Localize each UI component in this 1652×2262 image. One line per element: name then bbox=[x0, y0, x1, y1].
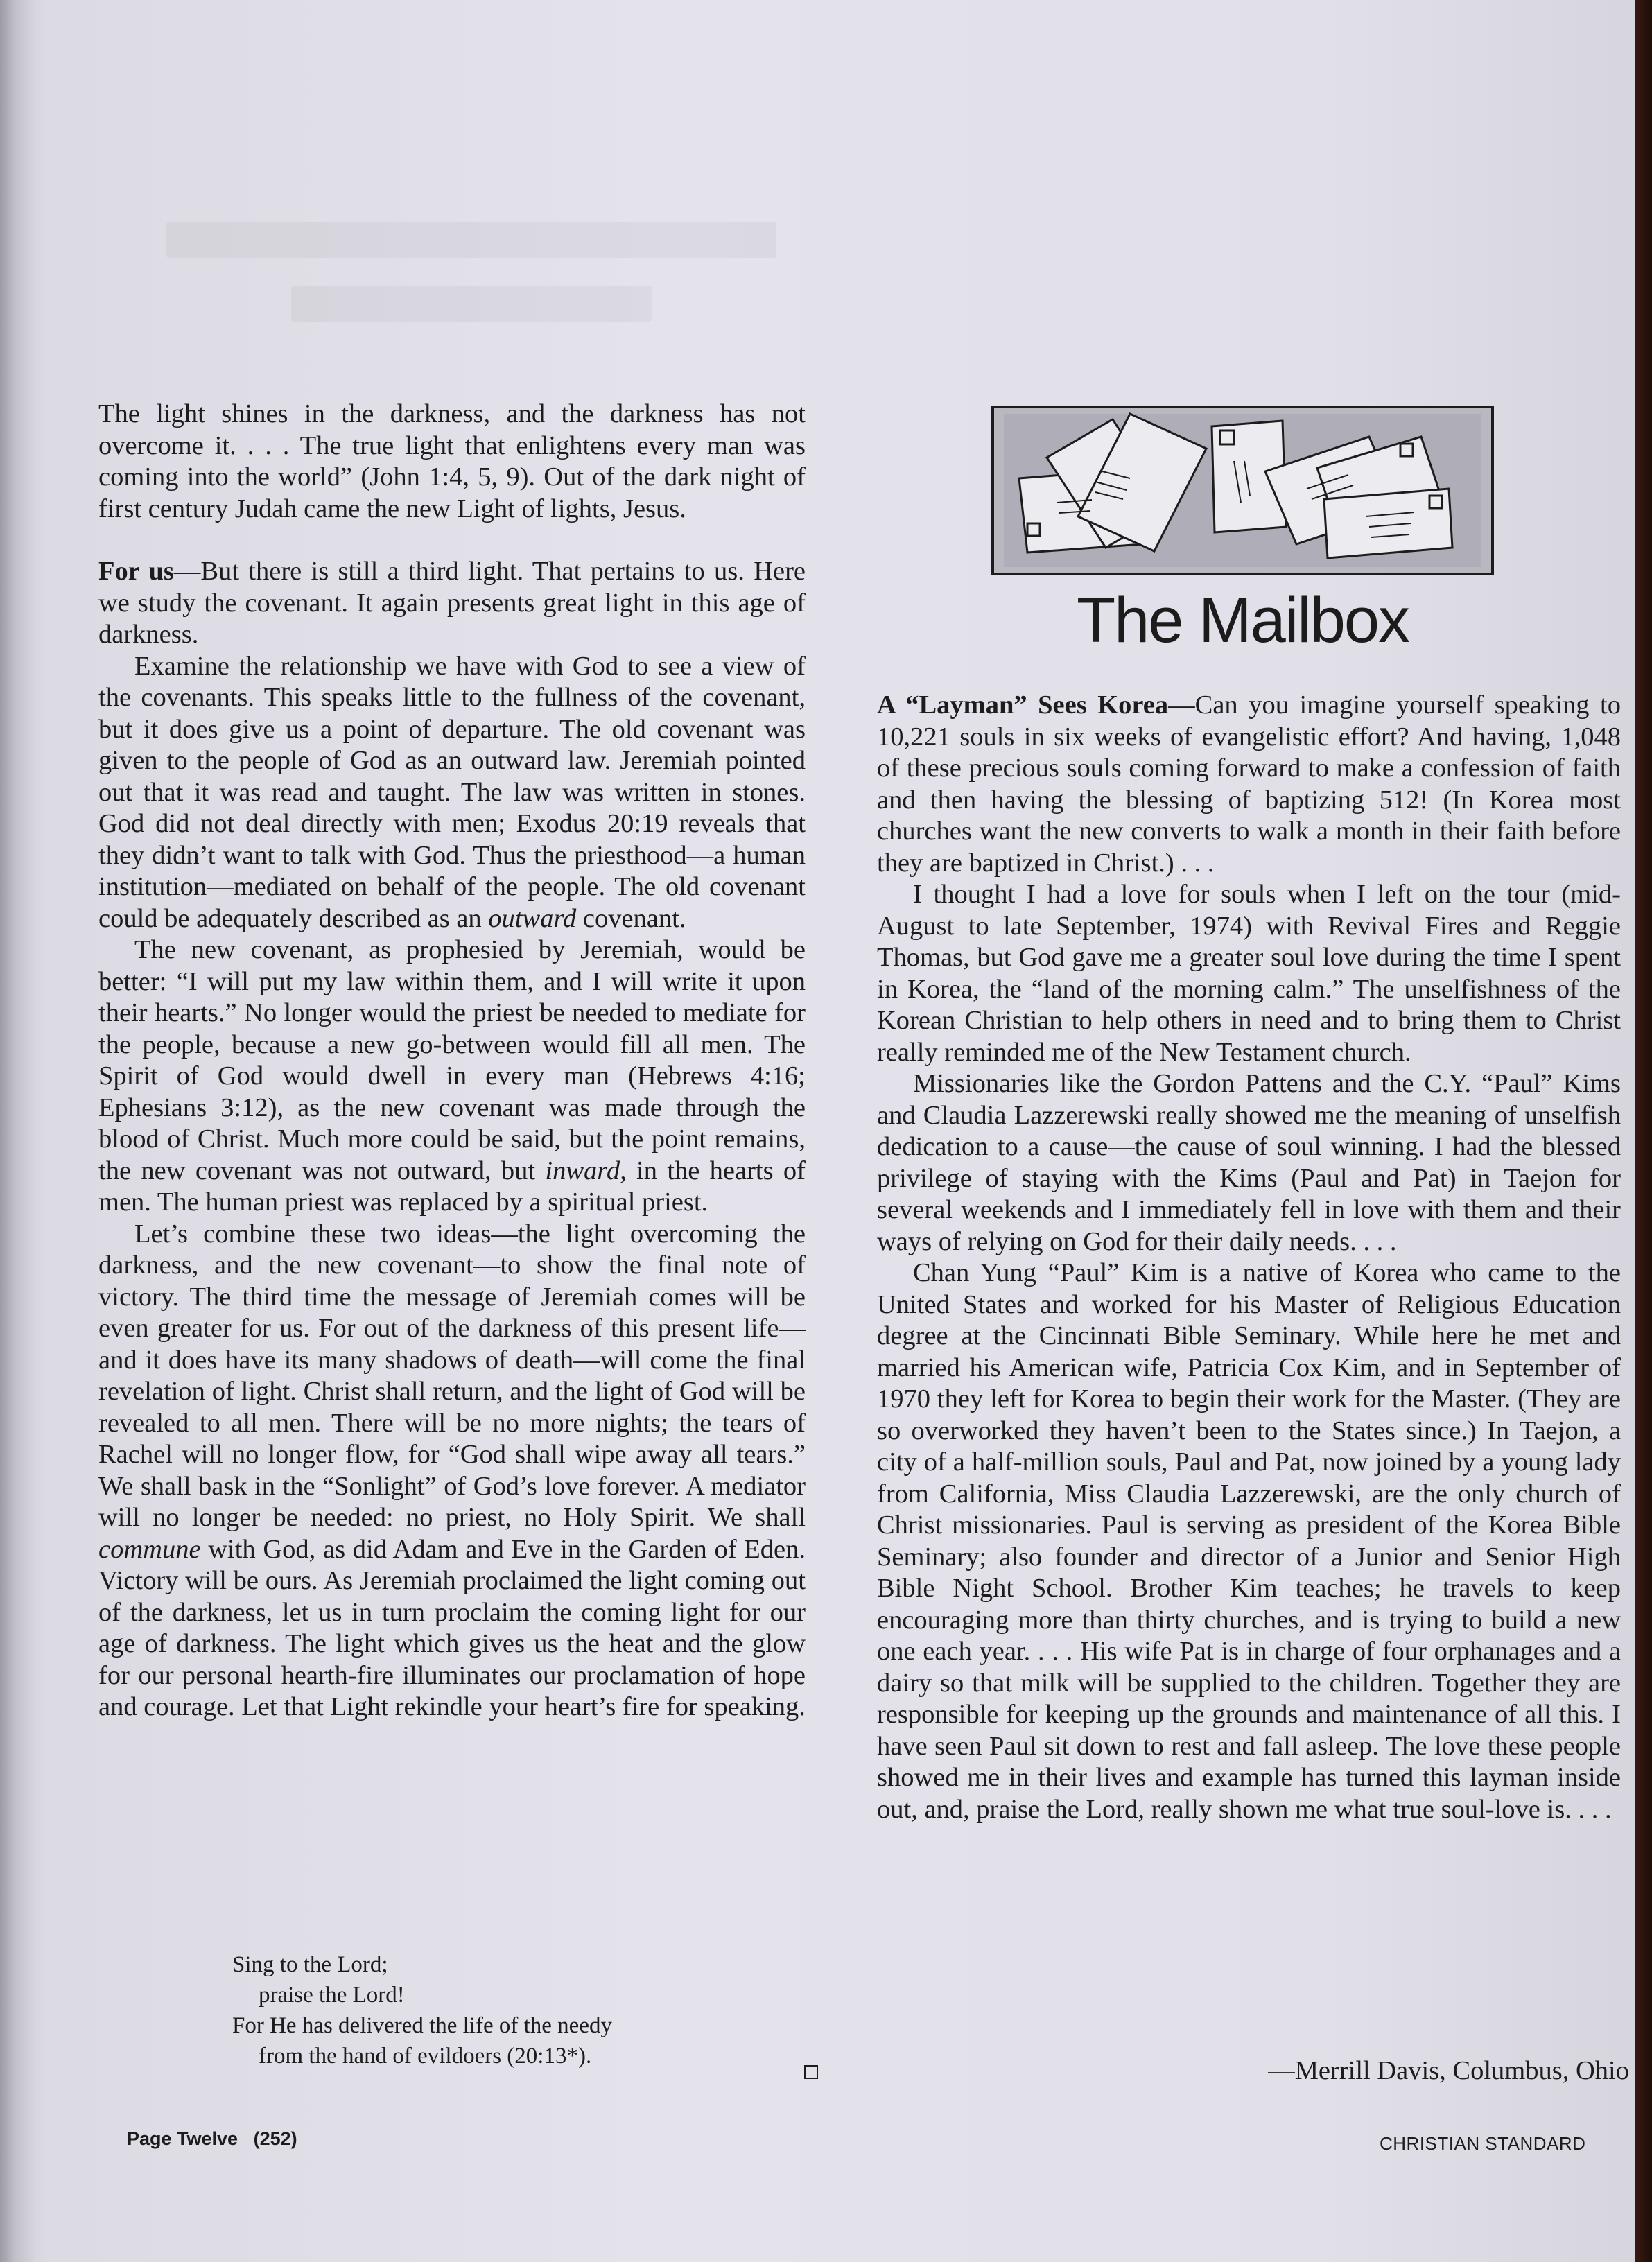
page-number: Page Twelve (252) bbox=[127, 2128, 297, 2149]
article-paragraph bbox=[98, 651, 806, 935]
publication-name: CHRISTIAN STANDARD bbox=[1380, 2133, 1586, 2154]
letter-paragraph: Chan Yung “Paul” Kim is a native of Korea who came to the United States and worked for his Master of Religious Education degree at the Cincinnati Bible Seminary. While here he met and married his American wife, Patricia Cox Kim, and in September of 1970 they left for Korea to begin their work for the Master. (They are so overworked they haven’t been to the States since.) In Taejon, a city of a half-million souls, Paul and Pat, now joined by a young lady from California, Miss Claudia Lazzerewski, are the only church of Christ missionaries. Paul is serving as president of the Korea Bible Seminary; also founder and director of a Junior and Senior High Bible Night School. Brother Kim teaches; he travels to keep encouraging more than thirty churches, and is trying to build a new one each year. . . . His wife Pat is in charge of four orphanages and a dairy so that milk will be supplied to the children. Together they are responsible for keeping up the grounds and maintenance of all this. I have seen Paul sit down to rest and fall asleep. The love these people showed me in their lives and example has turned this layman inside out, and, praise the Lord, really shown me what true soul-love is. . . . bbox=[877, 1258, 1621, 1824]
paragraph-text: Let’s combine these two ideas—the light overcoming the darkness, and the new covenant—to show the final note of victory. The third time the message of Jeremiah comes will be even greater for us. For out of the darkness of this present life—and it does have its many shadows of death—will come the final revelation of light. Christ shall return, and the light of God will be revealed to all men. There will be no more nights; the tears of Rachel will no longer flow, for “God shall wipe away all tears.” We shall bask in the “Sonlight” of God’s love forever. A mediator will no longer be needed: no priest, no Holy Spirit. We shall bbox=[98, 1219, 806, 1532]
emphasis: inward, bbox=[545, 1156, 627, 1185]
article-paragraph bbox=[98, 1219, 806, 1723]
article-left-column bbox=[98, 399, 806, 1723]
paragraph-text: The new covenant, as prophesied by Jeremiah, would be better: “I will put my law within them, and I will write it upon their hearts.” No longer would the priest be needed to mediate for the people, because a new go-between would fill all men. The Spirit of God would dwell in every man (Hebrews 4:16; Ephesians 3:12), as the new covenant was made through the blood of Christ. Much more could be said, but the point remains, the new covenant was not outward, but bbox=[98, 935, 806, 1185]
envelopes-illustration-icon bbox=[991, 406, 1494, 575]
letter-paragraph: Missionaries like the Gordon Pattens and the C.Y. “Paul” Kims and Claudia Lazzerewski really showed me the meaning of unselfish dedication to a cause—the cause of soul winning. I had the blessed privilege of staying with the Kims (Paul and Pat) in Taejon for several weekends and I immediately fell in love with them and their ways of relying on God for their daily needs. . . . bbox=[877, 1069, 1621, 1256]
paragraph-text: with God, as did Adam and Eve in the Garden of Eden. Victory will be ours. As Jeremiah proclaimed the light coming out of the darkness, let us in turn proclaim the coming light for our age of darkness. The light which gives us the heat and the glow for our personal hearth-fire illuminates our proclamation of hope and courage. Let that Light rekindle your heart’s fire for speaking. bbox=[98, 1534, 806, 1721]
paragraph-text: —Can you imagine yourself speaking to 10,221 souls in six weeks of evangelistic effort? And having, 1,048 of these precious souls coming forward to make a confession of faith and then having the blessing of baptizing 512! (In Korea most churches want the new converts to walk a month in their faith before they are baptized in Christ.) . . . bbox=[877, 690, 1621, 878]
emphasis: outward bbox=[488, 903, 577, 933]
bleed-through-text bbox=[166, 222, 790, 360]
quote-line: Sing to the Lord; bbox=[232, 1952, 388, 1977]
article-paragraph bbox=[98, 556, 806, 651]
paragraph-text: —But there is still a third light. That pertains to us. Here we study the covenant. It again presents great light in this age of darkness. bbox=[98, 557, 806, 649]
letter-headline: A “Layman” Sees Korea bbox=[877, 690, 1169, 720]
mailbox-column bbox=[877, 690, 1621, 1825]
paragraph-text: Examine the relationship we have with God to see a view of the covenants. This speaks little to the fullness of the covenant, but it does give us a point of departure. The old covenant was given to the people of God as an outward law. Jeremiah pointed out that it was read and taught. The law was written in stones. God did not deal directly with men; Exodus 20:19 reveals that they didn’t want to talk with God. Thus the priesthood—a human institution—mediated on behalf of the people. The old covenant could be adequately described as an bbox=[98, 651, 806, 933]
paragraph-text: covenant. bbox=[576, 903, 686, 933]
mailbox-title: The Mailbox bbox=[1076, 585, 1409, 656]
section-lead: For us bbox=[98, 557, 174, 586]
page-edge bbox=[1635, 0, 1652, 2262]
letter-paragraph bbox=[877, 690, 1621, 879]
article-paragraph bbox=[98, 934, 806, 1219]
page-spine-shadow bbox=[0, 0, 35, 2262]
paragraph-text: in the hearts of men. The human priest was replaced by a spiritual priest. bbox=[98, 1156, 806, 1217]
letter-signoff: —Merrill Davis, Columbus, Ohio bbox=[1268, 2056, 1629, 2085]
quote-line: from the hand of evildoers (20:13*). bbox=[259, 2044, 592, 2069]
end-of-article-mark bbox=[804, 2065, 818, 2079]
quote-line: For He has delivered the life of the needy bbox=[232, 2013, 612, 2038]
letter-paragraph: I thought I had a love for souls when I left on the tour (mid-August to late September, 1974) with Revival Fires and Reggie Thomas, but God gave me a greater soul love during the time I spent in Korea, the “land of the morning calm.” The unselfishness of the Korean Christian to help others in need and to bring them to Christ really reminded me of the New Testament church. bbox=[877, 880, 1621, 1067]
emphasis: commune bbox=[98, 1534, 201, 1564]
article-paragraph: The light shines in the darkness, and the darkness has not overcome it. . . . The true light that enlightens every man was coming into the world” (John 1:4, 5, 9). Out of the dark night of first century Judah came the new Light of lights, Jesus. bbox=[98, 399, 806, 523]
quote-line: praise the Lord! bbox=[259, 1983, 405, 2008]
scripture-quote bbox=[232, 1949, 612, 2071]
